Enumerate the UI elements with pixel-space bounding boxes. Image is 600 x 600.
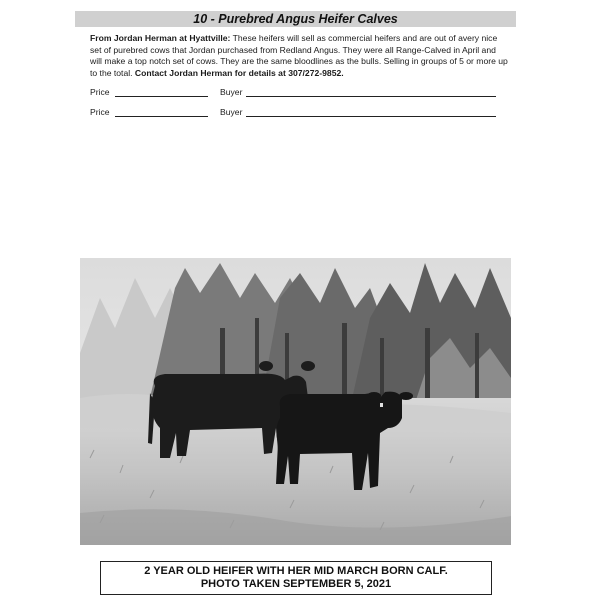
buyer-label: Buyer [220, 87, 243, 97]
contact-info: Contact Jordan Herman for details at 307/272-9852. [134, 67, 344, 78]
photo-caption [100, 561, 492, 595]
consignor-lead: From Jordan Herman at Hyattville: [90, 33, 231, 43]
description-body: These heifers will sell as commercial heifers and are out of avery nice set of purebred cows that Jordan purchased from Redland Angus. They were all Range-Calved in April and will make a top notch set of cows. They are the same bloodlines as the bulls. Selling in groups of 5 or more up to the total. [90, 33, 508, 78]
price-blank[interactable] [115, 96, 208, 97]
buyer-label: Buyer [220, 107, 243, 117]
cattle-photo-illustration [80, 258, 511, 545]
price-label: Price [90, 87, 110, 97]
lot-title: 10 - Purebred Angus Heifer Calves [193, 12, 398, 26]
buyer-blank[interactable] [246, 96, 496, 97]
price-buyer-row-1 [90, 87, 500, 99]
caption-line-1: 2 YEAR OLD HEIFER WITH HER MID MARCH BORN CALF. [144, 565, 448, 577]
price-blank[interactable] [115, 116, 208, 117]
buyer-blank[interactable] [246, 116, 496, 117]
lot-title-banner [75, 11, 516, 27]
lot-description [90, 33, 508, 79]
price-buyer-row-2 [90, 107, 500, 119]
price-label: Price [90, 107, 110, 117]
caption-line-2: PHOTO TAKEN SEPTEMBER 5, 2021 [200, 578, 392, 590]
cattle-photo [80, 258, 511, 545]
